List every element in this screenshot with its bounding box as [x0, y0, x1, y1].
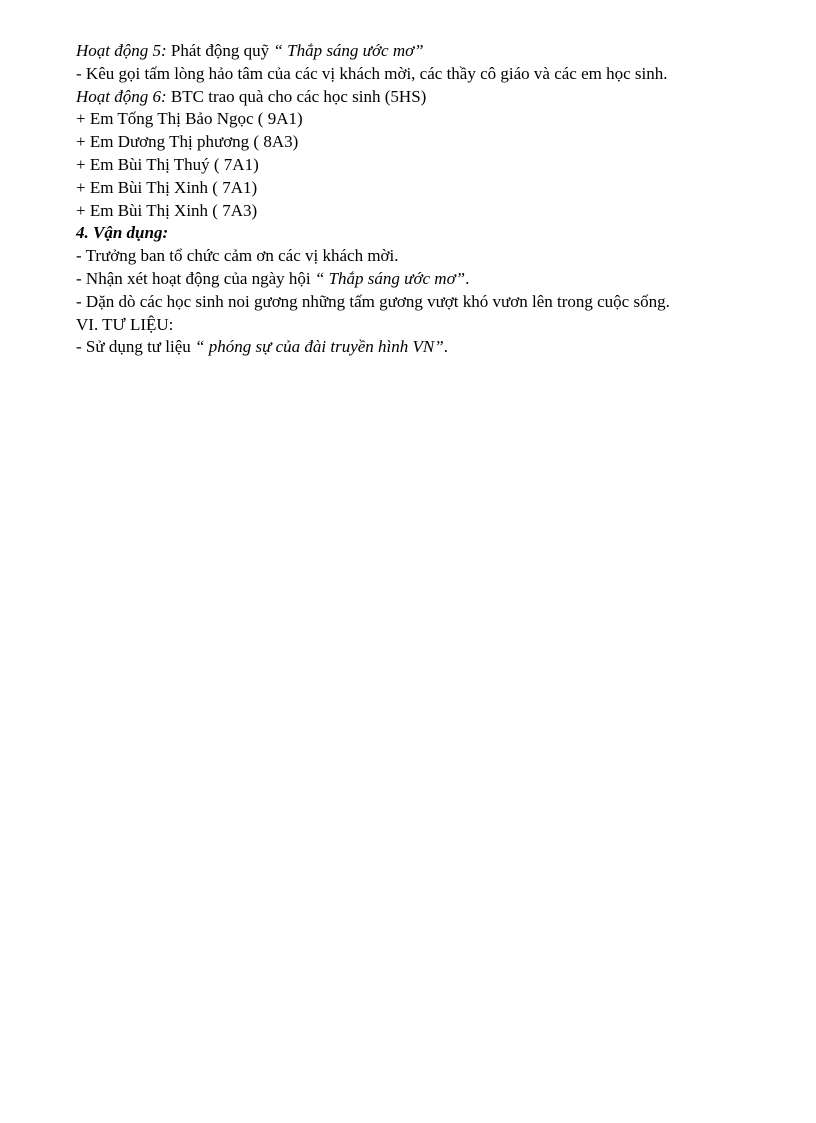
section-4-line-3: - Dặn dò các học sinh noi gương những tấm gương vượt khó vươn lên trong cuộc sống.: [76, 291, 670, 311]
section-4-heading: 4. Vận dụng:: [76, 223, 169, 243]
activity-5-quote: “ Thắp sáng ước mơ”: [273, 41, 424, 60]
section-6-line: [76, 336, 776, 359]
section-4-line-2: [76, 268, 776, 291]
section-4-line-1: - Trưởng ban tổ chức cảm ơn các vị khách mời.: [76, 246, 399, 266]
document-page: [76, 40, 776, 359]
section-6-line-quote: “ phóng sự của đài truyền hình VN”: [195, 337, 444, 357]
student-item-2: + Em Dương Thị phương ( 8A3): [76, 132, 299, 152]
section-4-line-2-prefix: - Nhận xét hoạt động của ngày hội: [76, 268, 315, 288]
student-item-1: + Em Tống Thị Bảo Ngọc ( 9A1): [76, 109, 303, 129]
appeal-line: - Kêu gọi tấm lòng hảo tâm của các vị khách mời, các thầy cô giáo và các em học sinh.: [76, 63, 668, 83]
section-6-line-prefix: - Sử dụng tư liệu: [76, 337, 196, 357]
activity-6-text: BTC trao quà cho các học sinh (5HS): [166, 86, 427, 106]
activity-5-line: [76, 40, 776, 63]
section-6-heading: VI. TƯ LIỆU:: [76, 314, 174, 334]
section-4-line-2-suffix: .: [465, 268, 470, 288]
activity-6-line: [76, 86, 776, 109]
student-item-4: + Em Bùi Thị Xinh ( 7A1): [76, 177, 258, 197]
section-6-line-suffix: .: [443, 337, 448, 357]
activity-6-label: Hoạt động 6:: [76, 86, 167, 106]
activity-5-label: Hoạt động 5:: [76, 41, 167, 60]
student-item-5: + Em Bùi Thị Xinh ( 7A3): [76, 200, 258, 220]
activity-5-text: Phát động quỹ: [166, 41, 274, 60]
student-item-3: + Em Bùi Thị Thuý ( 7A1): [76, 154, 259, 174]
section-4-line-2-quote: “ Thắp sáng ước mơ”: [314, 268, 466, 288]
